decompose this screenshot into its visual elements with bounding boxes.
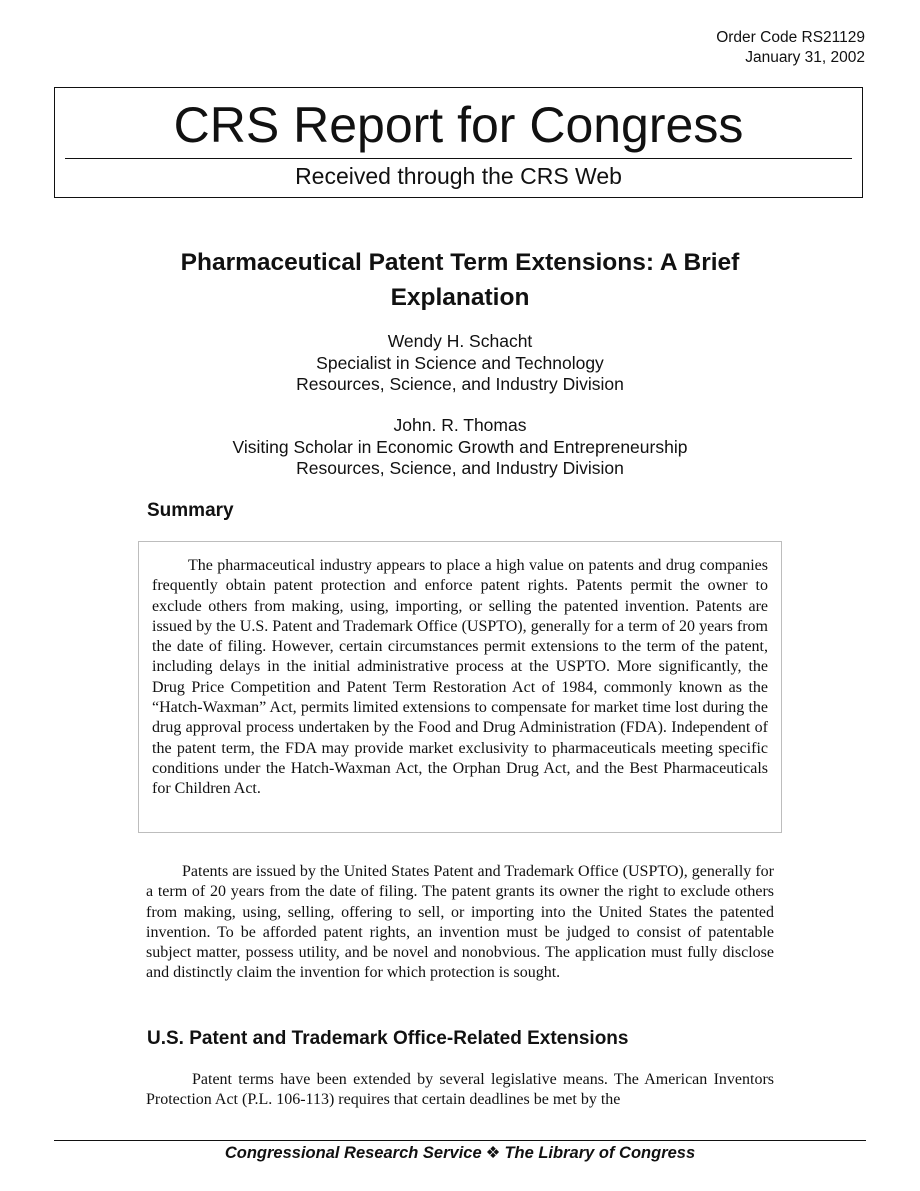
author-block [100, 415, 820, 480]
report-date: January 31, 2002 [745, 49, 865, 66]
footer-divider [54, 1140, 866, 1141]
order-info [716, 28, 865, 68]
header-divider [65, 158, 852, 159]
page-footer [54, 1143, 866, 1163]
author-block [100, 331, 820, 396]
report-header [54, 87, 863, 198]
report-header-title: CRS Report for Congress [173, 97, 744, 153]
report-header-subtitle: Received through the CRS Web [295, 163, 622, 189]
author-position: Specialist in Science and Technology [316, 352, 604, 373]
footer-publisher: Congressional Research Service [224, 1144, 482, 1162]
author-name: Wendy H. Schacht [387, 331, 533, 351]
footer-library: The Library of Congress [504, 1144, 696, 1162]
author-division: Resources, Science, and Industry Division [296, 458, 624, 478]
section-heading: U.S. Patent and Trademark Office-Related Extensions [147, 1028, 629, 1049]
summary-box [138, 541, 782, 833]
order-code: Order Code RS21129 [716, 29, 865, 46]
document-title: Pharmaceutical Patent Term Extensions: A Brief Explanation [180, 249, 740, 311]
body-paragraph: Patent terms have been extended by several legislative means. The American Inventors Protection Act (P.L. 106-113) requires that certain deadlines be met by the [146, 1071, 774, 1109]
diamond-separator-icon: ❖ [485, 1144, 501, 1162]
body-paragraph: Patents are issued by the United States Patent and Trademark Office (USPTO), generally for a term of 20 years from the date of filing. The patent grants its owner the right to exclude others from making, using, selling, offering to sell, or importing into the United States the patented invention. To be afforded patent rights, an invention must be judged to consist of patentable subject matter, possess utility, and be novel and nonobvious. The application must fully disclose and distinctly claim the invention for which protection is sought. [146, 863, 774, 982]
author-division: Resources, Science, and Industry Division [296, 374, 624, 394]
author-name: John. R. Thomas [393, 415, 527, 435]
summary-text: The pharmaceutical industry appears to place a high value on patents and drug companies frequently obtain patent protection and enforce patent rights. Patents permit the owner to exclude others from making, using, importing, or selling the patented invention. Patents are issued by the U.S. Patent and Trademark Office (USPTO), generally for a term of 20 years from the date of filing. However, certain circumstances permit extensions to the term of the patent, including delays in the initial administrative process at the USPTO. More significantly, the Drug Price Competition and Patent Term Restoration Act of 1984, commonly known as the “Hatch-Waxman” Act, permits limited extensions to compensate for market time lost during the drug approval process undertaken by the Food and Drug Administration (FDA). Independent of the patent term, the FDA may provide market exclusivity to pharmaceuticals meeting specific conditions under the Hatch-Waxman Act, the Orphan Drug Act, and the Best Pharmaceuticals for Children Act. [152, 557, 768, 798]
summary-heading: Summary [147, 500, 234, 521]
author-position: Visiting Scholar in Economic Growth and Entrepreneurship [232, 436, 688, 457]
